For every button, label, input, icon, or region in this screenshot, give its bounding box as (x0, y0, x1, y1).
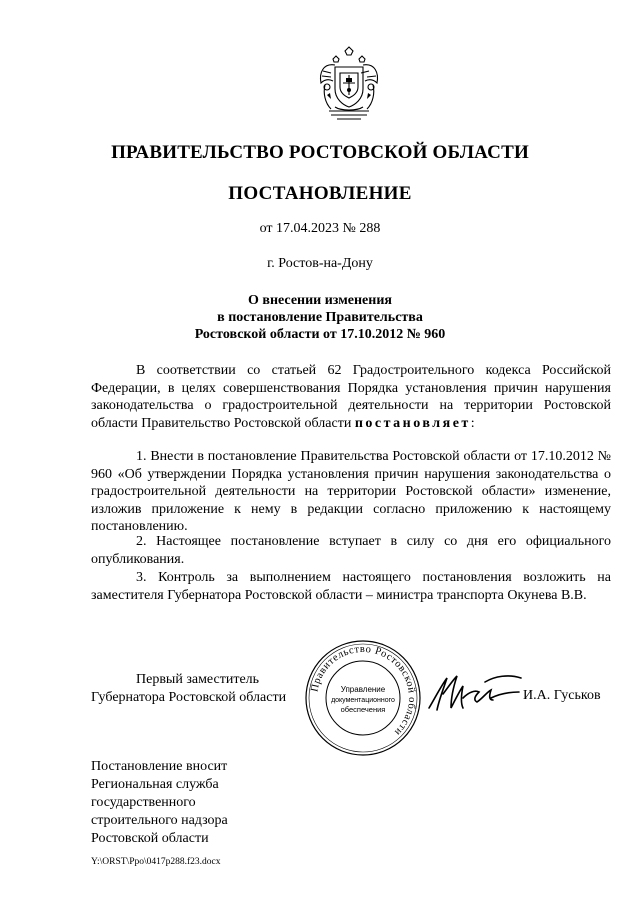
intro-text: В соответствии со статьей 62 Градостроительного кодекса Российской Федерации, в целях совершенствования Порядка установления причин нарушения законодательства о градостроительной деятельности на территории Ростовской области Правительство Ростовской области (91, 363, 611, 431)
submitter-block (91, 758, 331, 848)
seal-line: обеспечения (340, 705, 386, 714)
document-city: г. Ростов-на-Дону (267, 256, 373, 271)
coat-of-arms-icon (315, 45, 383, 125)
signatory-position: Первый заместитель Губернатора Ростовской области (91, 672, 287, 705)
file-path: Y:\ORST\Ppo\0417p288.f23.docx (91, 857, 221, 867)
seal-line: Управление (340, 685, 386, 694)
subject-line: Ростовской области от 17.10.2012 № 960 (194, 327, 446, 342)
resolution-item-2: 2. Настоящее постановление вступает в силу со дня его официального опубликования. (91, 534, 611, 567)
subject-line: в постановление Правительства (217, 310, 423, 325)
resolves-word: постановляет (354, 415, 471, 431)
seal-outer-text: Правительство Ростовской области (309, 643, 418, 738)
handwritten-signature-icon (425, 668, 523, 720)
submitter-line: строительного надзора (91, 813, 228, 828)
signatory-name: И.А. Гуськов (523, 688, 601, 703)
submitter-line: государственного (91, 795, 196, 810)
submitter-line: Ростовской области (91, 831, 209, 846)
resolves-colon: : (470, 415, 475, 431)
document-subject (0, 292, 640, 343)
resolution-item-3: 3. Контроль за выполнением настоящего постановления возложить на заместителя Губернатора Ростовской области – министра транспорта Окунева В.В. (91, 570, 611, 603)
subject-line: О внесении изменения (248, 293, 392, 308)
intro-paragraph (91, 362, 611, 432)
round-seal-icon (303, 638, 423, 758)
resolution-item-1: 1. Внести в постановление Правительства Ростовской области от 17.10.2012 № 960 «Об утверждении Порядка установления причин нарушения законодательства о градостроительной деятельности на территории Ростовской области» изменение, изложив приложение к нему в редакции согласно приложению к настоящему постановлению. (91, 449, 611, 534)
submitter-line: Постановление вносит (91, 759, 228, 774)
document-type: ПОСТАНОВЛЕНИЕ (228, 183, 412, 204)
submitter-line: Региональная служба (91, 777, 219, 792)
seal-line: документационного (331, 697, 395, 704)
document-date-number: от 17.04.2023 № 288 (259, 221, 381, 236)
government-title: ПРАВИТЕЛЬСТВО РОСТОВСКОЙ ОБЛАСТИ (111, 142, 529, 163)
